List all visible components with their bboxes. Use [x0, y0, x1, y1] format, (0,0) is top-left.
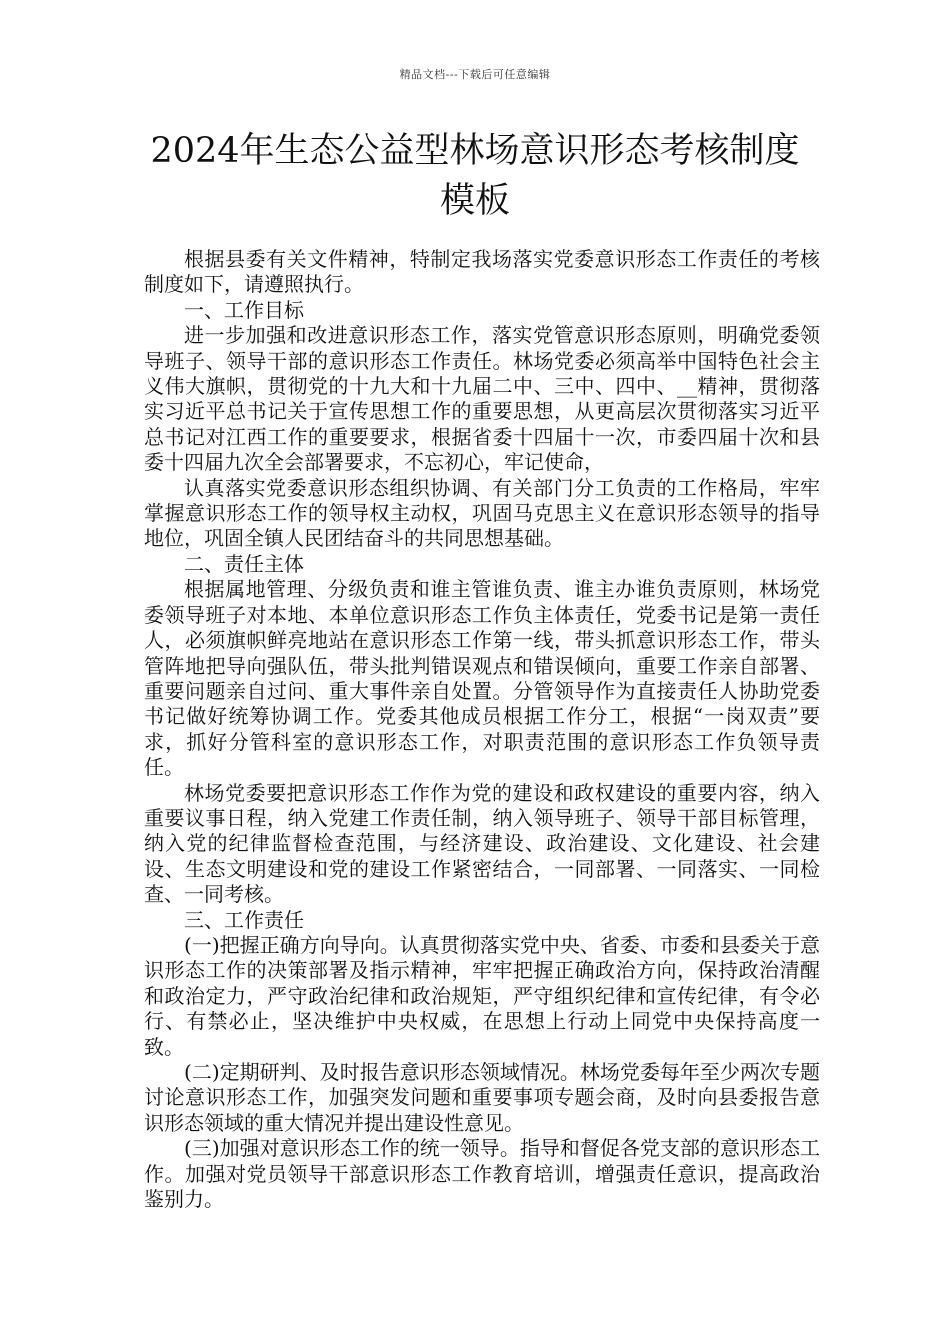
body-paragraph: 林场党委要把意识形态工作作为党的建设和政权建设的重要内容，纳入重要议事日程，纳入党建工作责任制，纳入领导班子、领导干部目标管理，纳入党的纪律监督检查范围，与经济建设、政治建设、文化建设、社会建设、生态文明建设和党的建设工作紧密结合，一同部署、一同落实、一同检查、一同考核。	[144, 780, 820, 907]
body-paragraph: 进一步加强和改进意识形态工作，落实党管意识形态原则，明确党委领导班子、领导干部的意识形态工作责任。林场党委必须高举中国特色社会主义伟大旗帜，贯彻党的十九大和十九届二中、三中、四中、__精神，贯彻落实习近平总书记关于宣传思想工作的重要思想，从更高层次贯彻落实习近平总书记对江西工作的重要要求，根据省委十四届十一次，市委四届十次和县委十四届九次全会部署要求，不忘初心，牢记使命，	[144, 323, 820, 475]
body-paragraph: (三)加强对意识形态工作的统一领导。指导和督促各党支部的意识形态工作。加强对党员领导干部意识形态工作教育培训，增强责任意识，提高政治鉴别力。	[144, 1136, 820, 1212]
title-line-2: 模板	[439, 181, 510, 221]
section-heading-goals: 一、工作目标	[184, 297, 304, 322]
body-paragraph: (一)把握正确方向导向。认真贯彻落实党中央、省委、市委和县委关于意识形态工作的决策部署及指示精神，牢牢把握正确政治方向，保持政治清醒和政治定力，严守政治纪律和政治规矩，严守组织纪律和宣传纪律，有令必行、有禁必止，坚决维护中央权威，在思想上行动上同党中央保持高度一致。	[144, 932, 820, 1059]
body-paragraph: 根据属地管理、分级负责和谁主管谁负责、谁主办谁负责原则，林场党委领导班子对本地、本单位意识形态工作负主体责任，党委书记是第一责任人，必须旗帜鲜亮地站在意识形态工作第一线，带头抓意识形态工作，带头管阵地把导向强队伍，带头批判错误观点和错误倾向，重要工作亲自部署、重要问题亲自过问、重大事件亲自处置。分管领导作为直接责任人协助党委书记做好统筹协调工作。党委其他成员根据工作分工，根据“一岗双责”要求，抓好分管科室的意识形态工作，对职责范围的意识形态工作负领导责任。	[144, 577, 820, 780]
title-line-1: 2024年生态公益型林场意识形态考核制度	[150, 131, 800, 171]
header-note: 精品文档---下载后可任意编辑	[399, 68, 551, 81]
intro-paragraph: 根据县委有关文件精神，特制定我场落实党委意识形态工作责任的考核制度如下，请遵照执行。	[144, 247, 820, 297]
document-body	[144, 247, 820, 1212]
section-heading-responsible-party: 二、责任主体	[184, 551, 304, 576]
page-title	[120, 126, 830, 226]
body-paragraph: (二)定期研判、及时报告意识形态领域情况。林场党委每年至少两次专题讨论意识形态工作，加强突发问题和重要事项专题会商，及时向县委报告意识形态领域的重大情况并提出建设性意见。	[144, 1060, 820, 1135]
section-heading-responsibilities: 三、工作责任	[184, 907, 304, 932]
body-paragraph: 认真落实党委意识形态组织协调、有关部门分工负责的工作格局，牢牢掌握意识形态工作的领导权主动权，巩固马克思主义在意识形态领导的指导地位，巩固全镇人民团结奋斗的共同思想基础。	[144, 475, 820, 551]
